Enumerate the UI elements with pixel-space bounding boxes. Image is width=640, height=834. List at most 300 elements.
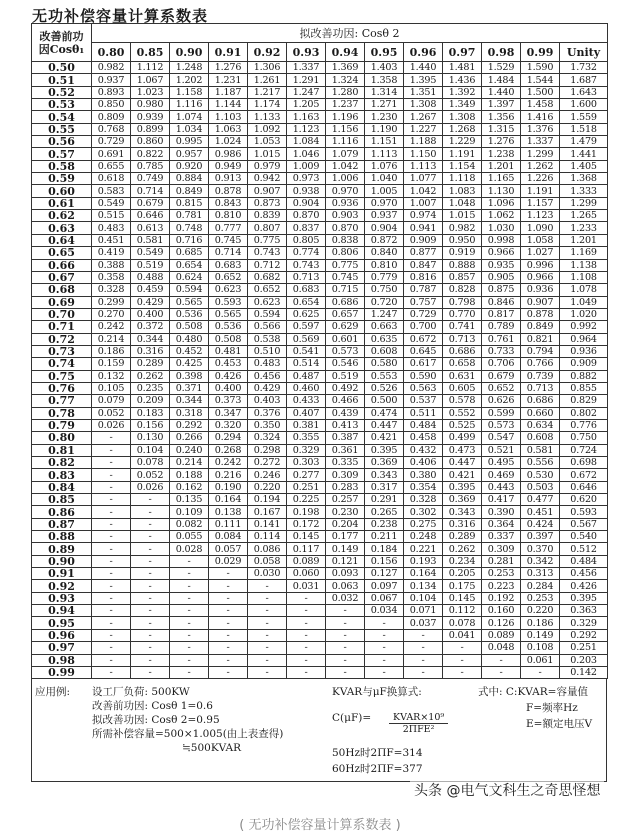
row-header-pf: 0.78 bbox=[32, 407, 92, 419]
table-cell: - bbox=[131, 494, 170, 506]
table-cell: 0.337 bbox=[482, 531, 521, 543]
table-cell: 1.108 bbox=[560, 271, 608, 283]
table-cell: 0.807 bbox=[248, 222, 287, 234]
table-cell: 1.187 bbox=[209, 86, 248, 98]
formula-numerator: KVAR×10⁹ bbox=[389, 712, 448, 724]
table-cell: 1.058 bbox=[521, 234, 560, 246]
table-cell: 0.257 bbox=[326, 494, 365, 506]
table-cell: 0.715 bbox=[326, 284, 365, 296]
table-cell: 0.052 bbox=[92, 407, 131, 419]
table-cell: 0.942 bbox=[248, 173, 287, 185]
table-cell: 0.685 bbox=[170, 247, 209, 259]
table-cell: 0.456 bbox=[248, 370, 287, 382]
table-cell: 0.289 bbox=[131, 358, 170, 370]
table-cell: 0.419 bbox=[92, 247, 131, 259]
table-cell: 0.806 bbox=[326, 247, 365, 259]
table-cell: 0.870 bbox=[326, 222, 365, 234]
table-cell: 0.373 bbox=[209, 395, 248, 407]
table-row bbox=[32, 62, 608, 74]
table-cell: - bbox=[92, 642, 131, 654]
table-cell: 0.919 bbox=[443, 247, 482, 259]
table-cell: 1.130 bbox=[482, 185, 521, 197]
table-cell: 0.421 bbox=[443, 469, 482, 481]
table-cell: 0.645 bbox=[404, 345, 443, 357]
table-cell: 1.188 bbox=[404, 136, 443, 148]
table-cell: - bbox=[443, 642, 482, 654]
table-cell: - bbox=[326, 629, 365, 641]
table-cell: - bbox=[287, 666, 326, 678]
table-cell: 0.214 bbox=[92, 333, 131, 345]
table-cell: 1.440 bbox=[404, 62, 443, 74]
table-cell: 1.205 bbox=[287, 99, 326, 111]
table-cell: 0.052 bbox=[131, 469, 170, 481]
table-cell: 0.691 bbox=[92, 148, 131, 160]
table-cell: 0.309 bbox=[326, 469, 365, 481]
table-cell: 0.779 bbox=[365, 271, 404, 283]
table-cell: 0.284 bbox=[521, 580, 560, 592]
table-cell: 0.298 bbox=[248, 444, 287, 456]
table-cell: 0.657 bbox=[326, 308, 365, 320]
table-cell: 0.878 bbox=[209, 185, 248, 197]
table-cell: 1.048 bbox=[443, 197, 482, 209]
table-cell: 0.156 bbox=[365, 555, 404, 567]
table-cell: 0.275 bbox=[404, 518, 443, 530]
table-row bbox=[32, 148, 608, 160]
table-cell: - bbox=[92, 654, 131, 666]
table-cell: 0.750 bbox=[365, 284, 404, 296]
table-cell: 0.473 bbox=[443, 444, 482, 456]
table-cell: 0.395 bbox=[560, 592, 608, 604]
table-cell: - bbox=[131, 617, 170, 629]
table-cell: 1.217 bbox=[248, 86, 287, 98]
table-cell: 1.174 bbox=[248, 99, 287, 111]
table-cell: 1.308 bbox=[443, 111, 482, 123]
table-cell: 0.160 bbox=[482, 605, 521, 617]
table-cell: 0.426 bbox=[209, 370, 248, 382]
table-cell: 1.006 bbox=[326, 173, 365, 185]
table-cell: 0.541 bbox=[287, 345, 326, 357]
table-cell: - bbox=[170, 654, 209, 666]
table-cell: 0.283 bbox=[326, 481, 365, 493]
table-cell: 0.488 bbox=[131, 271, 170, 283]
table-cell: 0.159 bbox=[92, 358, 131, 370]
table-row bbox=[32, 99, 608, 111]
table-cell: 0.078 bbox=[443, 617, 482, 629]
table-cell: - bbox=[170, 617, 209, 629]
table-row bbox=[32, 321, 608, 333]
table-cell: 0.937 bbox=[92, 74, 131, 86]
table-cell: 0.048 bbox=[482, 642, 521, 654]
table-cell: 0.164 bbox=[404, 568, 443, 580]
table-cell: 0.130 bbox=[131, 432, 170, 444]
row-header-pf: 0.59 bbox=[32, 173, 92, 185]
table-cell: 0.907 bbox=[521, 296, 560, 308]
column-header: 0.80 bbox=[92, 43, 131, 62]
table-cell: 0.713 bbox=[443, 333, 482, 345]
table-cell: 1.201 bbox=[482, 160, 521, 172]
table-cell: 0.514 bbox=[287, 358, 326, 370]
table-cell: 0.026 bbox=[92, 419, 131, 431]
table-row bbox=[32, 629, 608, 641]
table-cell: 0.370 bbox=[521, 543, 560, 555]
table-row bbox=[32, 506, 608, 518]
table-cell: 0.682 bbox=[248, 271, 287, 283]
table-cell: - bbox=[92, 617, 131, 629]
table-row bbox=[32, 370, 608, 382]
table-cell: 1.600 bbox=[560, 99, 608, 111]
table-cell: 0.686 bbox=[443, 345, 482, 357]
table-cell: 0.597 bbox=[287, 321, 326, 333]
table-cell: 0.626 bbox=[482, 395, 521, 407]
table-cell: 0.495 bbox=[482, 457, 521, 469]
table-cell: - bbox=[404, 629, 443, 641]
table-cell: 0.425 bbox=[170, 358, 209, 370]
table-cell: 0.037 bbox=[404, 617, 443, 629]
table-cell: 0.973 bbox=[287, 173, 326, 185]
table-cell: 0.183 bbox=[131, 407, 170, 419]
table-cell: 0.809 bbox=[92, 111, 131, 123]
table-cell: 1.231 bbox=[209, 74, 248, 86]
table-cell: - bbox=[287, 605, 326, 617]
table-cell: 0.849 bbox=[521, 321, 560, 333]
table-cell: 0.028 bbox=[170, 543, 209, 555]
table-cell: - bbox=[131, 642, 170, 654]
table-cell: 0.194 bbox=[248, 494, 287, 506]
table-row bbox=[32, 592, 608, 604]
table-cell: - bbox=[287, 592, 326, 604]
row-header-pf: 0.97 bbox=[32, 642, 92, 654]
table-cell: 1.158 bbox=[170, 86, 209, 98]
formula-lhs: C(μF)= bbox=[332, 712, 372, 725]
table-cell: 0.794 bbox=[521, 345, 560, 357]
row-header-pf: 0.73 bbox=[32, 345, 92, 357]
table-cell: 0.395 bbox=[365, 444, 404, 456]
table-cell: - bbox=[209, 642, 248, 654]
table-cell: 0.974 bbox=[404, 210, 443, 222]
table-cell: 0.503 bbox=[521, 481, 560, 493]
table-row bbox=[32, 555, 608, 567]
table-cell: 0.453 bbox=[209, 358, 248, 370]
table-cell: 0.164 bbox=[209, 494, 248, 506]
row-header-pf: 0.87 bbox=[32, 518, 92, 530]
table-cell: 0.654 bbox=[287, 296, 326, 308]
table-cell: 0.253 bbox=[482, 568, 521, 580]
table-cell: 0.175 bbox=[443, 580, 482, 592]
table-cell: 1.074 bbox=[170, 111, 209, 123]
formula-60hz: 60Hz时2ΠF=377 bbox=[332, 763, 423, 776]
table-cell: 0.451 bbox=[521, 506, 560, 518]
table-cell: 0.400 bbox=[131, 308, 170, 320]
table-cell: 0.266 bbox=[170, 432, 209, 444]
table-cell: 1.067 bbox=[131, 74, 170, 86]
table-cell: 0.031 bbox=[287, 580, 326, 592]
table-cell: 0.302 bbox=[404, 506, 443, 518]
table-cell: 1.397 bbox=[482, 99, 521, 111]
table-cell: 0.251 bbox=[287, 481, 326, 493]
table-cell: 0.618 bbox=[92, 173, 131, 185]
table-cell: 0.329 bbox=[560, 617, 608, 629]
table-cell: 0.546 bbox=[326, 358, 365, 370]
table-cell: 1.349 bbox=[443, 99, 482, 111]
table-cell: - bbox=[170, 629, 209, 641]
table-row bbox=[32, 666, 608, 678]
table-cell: 0.162 bbox=[170, 481, 209, 493]
table-cell: 0.888 bbox=[443, 259, 482, 271]
table-cell: 0.821 bbox=[521, 333, 560, 345]
table-cell: 1.500 bbox=[521, 86, 560, 98]
table-cell: 0.996 bbox=[521, 259, 560, 271]
table-cell: 0.904 bbox=[287, 197, 326, 209]
table-cell: 0.390 bbox=[482, 506, 521, 518]
table-cell: 1.196 bbox=[326, 111, 365, 123]
table-cell: 0.089 bbox=[287, 555, 326, 567]
table-cell: 1.090 bbox=[521, 222, 560, 234]
table-cell: 0.121 bbox=[326, 555, 365, 567]
table-cell: 0.184 bbox=[365, 543, 404, 555]
table-cell: 0.363 bbox=[560, 605, 608, 617]
table-cell: 0.941 bbox=[404, 222, 443, 234]
table-cell: 1.015 bbox=[248, 148, 287, 160]
table-cell: 0.135 bbox=[170, 494, 209, 506]
table-cell: 0.877 bbox=[404, 247, 443, 259]
table-cell: 1.238 bbox=[482, 148, 521, 160]
table-cell: 0.318 bbox=[170, 407, 209, 419]
table-cell: 0.878 bbox=[521, 308, 560, 320]
table-cell: - bbox=[92, 592, 131, 604]
corner-header-line1: 改善前功 bbox=[39, 29, 84, 43]
table-cell: 0.846 bbox=[482, 296, 521, 308]
table-row bbox=[32, 111, 608, 123]
table-cell: - bbox=[326, 605, 365, 617]
table-cell: 0.998 bbox=[482, 234, 521, 246]
table-cell: 0.573 bbox=[482, 419, 521, 431]
row-header-pf: 0.55 bbox=[32, 123, 92, 135]
table-cell: 0.810 bbox=[365, 259, 404, 271]
table-cell: 0.030 bbox=[248, 568, 287, 580]
corner-header-line2: 因Cosθ₁ bbox=[38, 42, 85, 56]
column-header: 0.92 bbox=[248, 43, 287, 62]
table-cell: 1.233 bbox=[560, 222, 608, 234]
table-cell: 1.441 bbox=[560, 148, 608, 160]
table-cell: 0.246 bbox=[248, 469, 287, 481]
column-header: 0.90 bbox=[170, 43, 209, 62]
table-cell: - bbox=[287, 617, 326, 629]
table-cell: 0.281 bbox=[482, 555, 521, 567]
table-cell: 0.421 bbox=[365, 432, 404, 444]
table-cell: 0.608 bbox=[365, 345, 404, 357]
column-header: 0.97 bbox=[443, 43, 482, 62]
table-cell: - bbox=[287, 642, 326, 654]
row-header-pf: 0.53 bbox=[32, 99, 92, 111]
table-cell: 0.291 bbox=[365, 494, 404, 506]
table-cell: 0.817 bbox=[482, 308, 521, 320]
table-row bbox=[32, 259, 608, 271]
table-cell: 0.663 bbox=[365, 321, 404, 333]
table-cell: 0.055 bbox=[170, 531, 209, 543]
table-row bbox=[32, 543, 608, 555]
row-header-pf: 0.62 bbox=[32, 210, 92, 222]
table-cell: 0.995 bbox=[170, 136, 209, 148]
table-cell: 0.840 bbox=[365, 247, 404, 259]
table-body bbox=[32, 62, 608, 679]
corner-header bbox=[32, 24, 92, 62]
column-header: 0.85 bbox=[131, 43, 170, 62]
example-pf-target: 拟改善功因: Cosθ 2=0.95 bbox=[92, 714, 220, 727]
table-cell: 0.750 bbox=[560, 432, 608, 444]
table-cell: 0.112 bbox=[443, 605, 482, 617]
table-cell: 0.547 bbox=[482, 432, 521, 444]
table-cell: 0.982 bbox=[443, 222, 482, 234]
table-cell: 0.203 bbox=[560, 654, 608, 666]
table-cell: 0.499 bbox=[443, 432, 482, 444]
table-cell: 1.053 bbox=[248, 136, 287, 148]
table-cell: 0.063 bbox=[326, 580, 365, 592]
table-cell: 1.440 bbox=[482, 86, 521, 98]
table-cell: 0.127 bbox=[365, 568, 404, 580]
table-cell: 1.247 bbox=[365, 308, 404, 320]
table-cell: - bbox=[482, 654, 521, 666]
table-cell: 0.565 bbox=[170, 296, 209, 308]
table-cell: 0.810 bbox=[209, 210, 248, 222]
table-cell: 0.957 bbox=[170, 148, 209, 160]
table-cell: 1.248 bbox=[170, 62, 209, 74]
table-cell: 0.149 bbox=[326, 543, 365, 555]
table-cell: - bbox=[92, 531, 131, 543]
table-cell: 0.982 bbox=[92, 62, 131, 74]
table-cell: 0.216 bbox=[209, 469, 248, 481]
page-title: 无功补偿容量计算系数表 bbox=[32, 7, 209, 25]
formula-50hz: 50Hz时2ΠF=314 bbox=[332, 747, 423, 760]
table-cell: - bbox=[209, 568, 248, 580]
table-row bbox=[32, 654, 608, 666]
row-header-pf: 0.98 bbox=[32, 654, 92, 666]
table-cell: 0.658 bbox=[443, 358, 482, 370]
table-cell: 1.337 bbox=[287, 62, 326, 74]
column-header: 0.95 bbox=[365, 43, 404, 62]
table-row bbox=[32, 173, 608, 185]
table-cell: 0.376 bbox=[248, 407, 287, 419]
table-cell: - bbox=[92, 518, 131, 530]
row-header-pf: 0.57 bbox=[32, 148, 92, 160]
column-header: 0.94 bbox=[326, 43, 365, 62]
table-cell: 0.720 bbox=[365, 296, 404, 308]
table-cell: 0.552 bbox=[443, 407, 482, 419]
table-cell: 1.732 bbox=[560, 62, 608, 74]
table-cell: - bbox=[404, 642, 443, 654]
table-cell: - bbox=[287, 654, 326, 666]
table-row bbox=[32, 284, 608, 296]
table-cell: - bbox=[131, 605, 170, 617]
table-cell: 0.565 bbox=[209, 308, 248, 320]
table-cell: - bbox=[131, 531, 170, 543]
table-cell: 1.005 bbox=[365, 185, 404, 197]
table-cell: 0.787 bbox=[404, 284, 443, 296]
table-cell: 0.355 bbox=[287, 432, 326, 444]
table-cell: 0.850 bbox=[92, 99, 131, 111]
table-cell: 0.138 bbox=[209, 506, 248, 518]
table-row bbox=[32, 123, 608, 135]
table-cell: 1.308 bbox=[404, 99, 443, 111]
table-cell: - bbox=[521, 666, 560, 678]
table-cell: 0.625 bbox=[287, 308, 326, 320]
table-cell: 0.646 bbox=[560, 481, 608, 493]
table-cell: 0.443 bbox=[482, 481, 521, 493]
table-cell: 1.144 bbox=[209, 99, 248, 111]
table-cell: 1.077 bbox=[404, 173, 443, 185]
table-cell: 0.347 bbox=[209, 407, 248, 419]
table-cell: 0.134 bbox=[404, 580, 443, 592]
table-cell: 1.230 bbox=[365, 111, 404, 123]
table-cell: 0.936 bbox=[521, 284, 560, 296]
table-cell: 0.526 bbox=[365, 382, 404, 394]
table-cell: 0.525 bbox=[443, 419, 482, 431]
table-cell: 0.549 bbox=[92, 197, 131, 209]
table-cell: 0.350 bbox=[248, 419, 287, 431]
table-cell: 0.623 bbox=[209, 284, 248, 296]
table-cell: 0.343 bbox=[443, 506, 482, 518]
table-row bbox=[32, 160, 608, 172]
table-cell: 1.063 bbox=[209, 123, 248, 135]
table-cell: 0.067 bbox=[365, 592, 404, 604]
row-header-pf: 0.82 bbox=[32, 457, 92, 469]
example-label: 应用例: bbox=[35, 686, 71, 699]
table-cell: 0.635 bbox=[365, 333, 404, 345]
table-cell: 0.899 bbox=[131, 123, 170, 135]
table-cell: 0.205 bbox=[443, 568, 482, 580]
row-header-pf: 0.85 bbox=[32, 494, 92, 506]
table-cell: 1.237 bbox=[326, 99, 365, 111]
table-cell: 0.872 bbox=[365, 234, 404, 246]
table-cell: - bbox=[131, 543, 170, 555]
row-header-pf: 0.95 bbox=[32, 617, 92, 629]
table-cell: 0.221 bbox=[404, 543, 443, 555]
table-cell: 0.748 bbox=[170, 222, 209, 234]
table-cell: 1.458 bbox=[521, 99, 560, 111]
table-cell: 0.469 bbox=[482, 469, 521, 481]
table-cell: 0.186 bbox=[521, 617, 560, 629]
table-cell: 1.201 bbox=[560, 234, 608, 246]
table-cell: 0.456 bbox=[560, 568, 608, 580]
table-cell: - bbox=[287, 629, 326, 641]
table-cell: 0.724 bbox=[560, 444, 608, 456]
row-header-pf: 0.70 bbox=[32, 308, 92, 320]
row-header-pf: 0.63 bbox=[32, 222, 92, 234]
table-cell: 0.432 bbox=[404, 444, 443, 456]
table-cell: 1.163 bbox=[287, 111, 326, 123]
column-header: Unity bbox=[560, 43, 608, 62]
table-cell: 1.092 bbox=[248, 123, 287, 135]
table-cell: 0.235 bbox=[131, 382, 170, 394]
table-cell: 0.424 bbox=[521, 518, 560, 530]
table-cell: 0.935 bbox=[482, 259, 521, 271]
table-cell: 0.538 bbox=[248, 333, 287, 345]
table-row bbox=[32, 419, 608, 431]
table-cell: 0.839 bbox=[248, 210, 287, 222]
table-cell: 1.405 bbox=[560, 160, 608, 172]
table-cell: 1.369 bbox=[326, 62, 365, 74]
row-header-pf: 0.81 bbox=[32, 444, 92, 456]
table-cell: 0.193 bbox=[404, 555, 443, 567]
table-cell: 0.654 bbox=[170, 259, 209, 271]
table-cell: 0.768 bbox=[92, 123, 131, 135]
table-cell: 0.082 bbox=[170, 518, 209, 530]
table-cell: - bbox=[404, 666, 443, 678]
table-cell: 0.111 bbox=[209, 518, 248, 530]
table-cell: 0.220 bbox=[521, 605, 560, 617]
table-cell: 0.198 bbox=[287, 506, 326, 518]
table-cell: 0.652 bbox=[482, 382, 521, 394]
table-cell: - bbox=[209, 605, 248, 617]
